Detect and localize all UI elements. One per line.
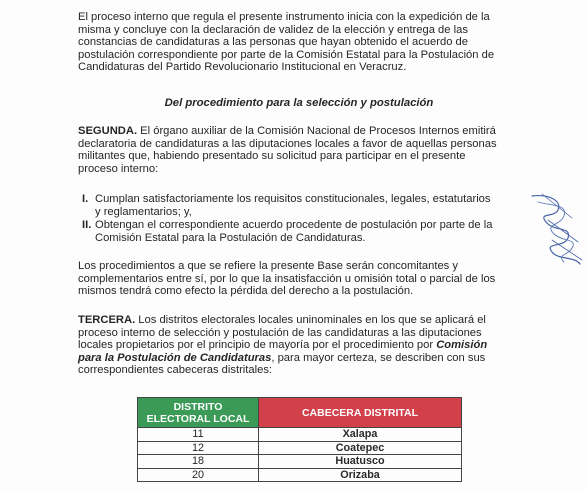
text-line <box>78 352 520 365</box>
text-line: declaratoria de candidaturas a las diputaciones locales a favor de aquellas personas <box>78 137 497 150</box>
section-heading: Del procedimiento para la selección y postulación <box>164 97 434 109</box>
tercera-emphasis: Comisión <box>436 339 488 352</box>
distrito-cell: 20 <box>138 468 259 482</box>
text-line: misma y concluye con la declaración de validez de la elección y entrega de las <box>78 23 468 36</box>
signature-scribble <box>528 190 586 270</box>
tercera-text: , para mayor certeza, se describen con sus <box>271 351 486 364</box>
list-text <box>95 219 520 244</box>
distrito-cell: 18 <box>138 455 259 469</box>
text-line: proceso interno: <box>78 162 159 175</box>
table-row <box>138 455 462 469</box>
list-number: II. <box>82 219 92 231</box>
header-cabecera: CABECERA DISTRITAL <box>259 398 462 428</box>
table-row <box>138 441 462 455</box>
text-line: Candidaturas del Partido Revolucionario Institucional en Veracruz. <box>78 61 407 74</box>
text-line: El proceso interno que regula el presente instrumento inicia con la expedición de la <box>78 11 490 23</box>
text-line: militantes que, habiendo presentado su solicitud para participar en el presente <box>78 150 466 163</box>
text-line: proceso interno de selección y postulación de las candidaturas a las diputaciones <box>78 326 482 339</box>
tercera-text: locales propietarios por el principio de mayoría por el procedimiento por <box>78 339 437 352</box>
header-text: ELECTORAL LOCAL <box>146 412 250 425</box>
districts-table <box>137 397 462 482</box>
cabecera-cell: Huatusco <box>259 455 462 469</box>
distrito-cell: 11 <box>138 428 259 442</box>
intro-paragraph <box>78 11 520 74</box>
segunda-label: SEGUNDA. <box>78 125 138 137</box>
cabecera-cell: Orizaba <box>259 468 462 482</box>
text-line: mismos tendrá como efecto la pérdida del derecho a la postulación. <box>78 285 414 298</box>
cabecera-cell: Coatepec <box>259 441 462 455</box>
text-line: constancias de candidaturas a las personas que hayan obtenido el acuerdo de <box>78 36 468 49</box>
segunda-paragraph <box>78 125 520 175</box>
text-line: y reglamentarios; y, <box>95 205 192 218</box>
tercera-label: TERCERA. <box>78 314 136 326</box>
tercera-paragraph <box>78 314 520 377</box>
text-line: Obtengan el correspondiente acuerdo procedente de postulación por parte de la <box>95 219 493 231</box>
text-line: correspondientes cabeceras distritales: <box>78 364 273 377</box>
list-number: I. <box>82 193 89 205</box>
distrito-cell: 12 <box>138 441 259 455</box>
text-line: complementarios entre sí, por lo que la insatisfacción u omisión total o parcial de los <box>78 272 496 285</box>
header-text: DISTRITO <box>173 400 223 413</box>
text-line <box>78 125 520 138</box>
cabecera-cell: Xalapa <box>259 428 462 442</box>
text-line: Cumplan satisfactoriamente los requisitos constitucionales, legales, estatutarios <box>95 193 491 205</box>
text-line: postulación correspondiente por parte de la Comisión Estatal para la Postulación de <box>78 48 495 61</box>
header-distrito <box>138 398 259 428</box>
text-line: Comisión Estatal para la Postulación de Candidaturas. <box>95 231 366 244</box>
table-row <box>138 428 462 442</box>
list-text <box>95 193 520 218</box>
table-header-row <box>138 398 462 428</box>
text-line <box>78 314 520 327</box>
procedimientos-paragraph <box>78 260 520 298</box>
tercera-text: Los distritos electorales locales uninominales en los que se aplicará el <box>135 314 486 326</box>
segunda-text: El órgano auxiliar de la Comisión Nacional de Procesos Internos emitirá <box>137 125 496 137</box>
table-row <box>138 468 462 482</box>
text-line: Los procedimientos a que se refiere la presente Base serán concomitantes y <box>78 260 458 272</box>
tercera-emphasis: para la Postulación de Candidaturas <box>78 351 272 364</box>
text-line <box>78 339 520 352</box>
